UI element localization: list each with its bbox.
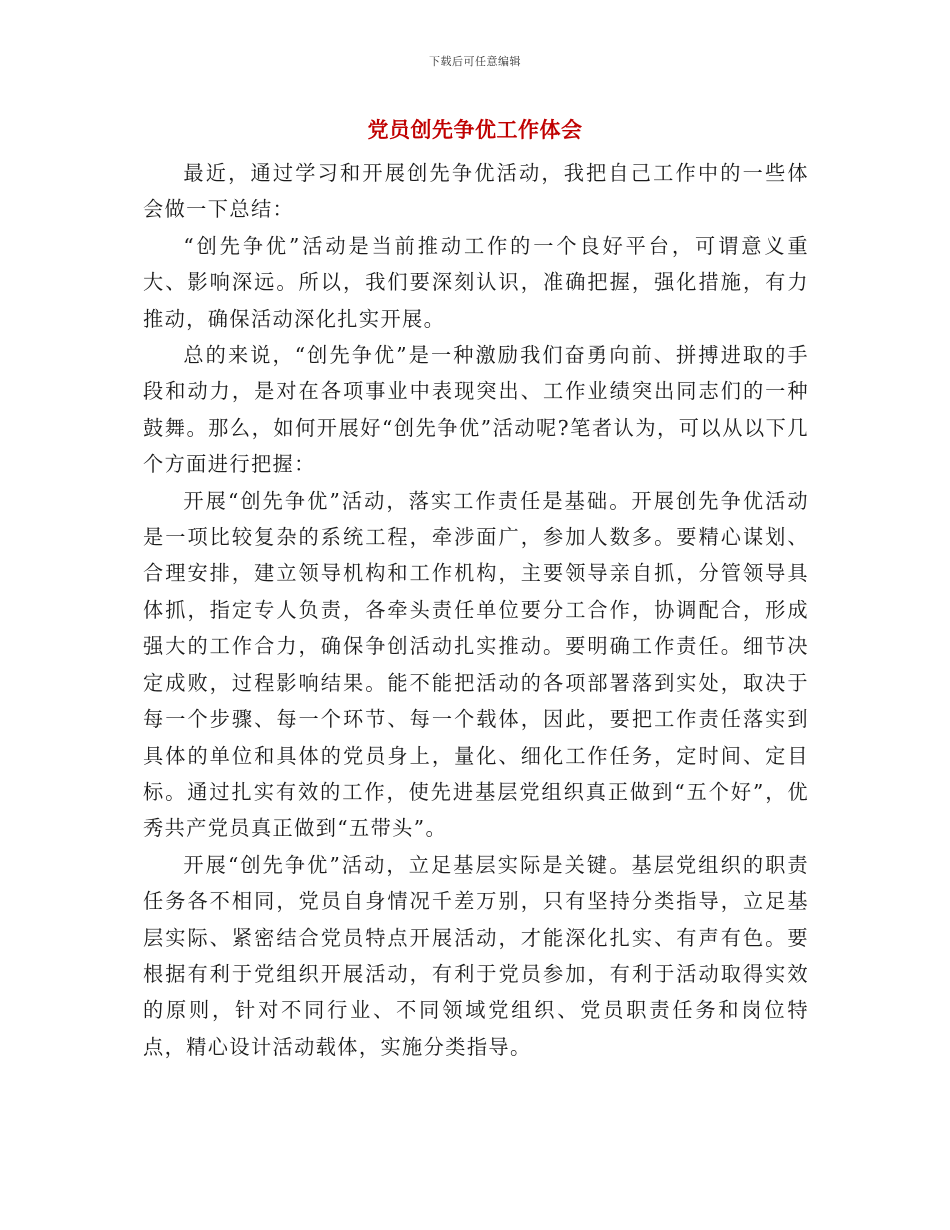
paragraph-grassroots: 开展“创先争优”活动，立足基层实际是关键。基层党组织的职责任务各不相同，党员自身情况千差万别，只有坚持分类指导，立足基层实际、紧密结合党员特点开展活动，才能深化扎实、有声有色。要根据有利于党组织开展活动，有利于党员参加，有利于活动取得实效的原则，针对不同行业、不同领域党组织、党员职责任务和岗位特点，精心设计活动载体，实施分类指导。 (143, 852, 809, 1059)
paragraph-intro: 最近，通过学习和开展创先争优活动，我把自己工作中的一些体会做一下总结： (143, 161, 809, 222)
paragraph-responsibility: 开展“创先争优”活动，落实工作责任是基础。开展创先争优活动是一项比较复杂的系统工程，牵涉面广，参加人数多。要精心谋划、合理安排，建立领导机构和工作机构，主要领导亲自抓，分管领导具体抓，指定专人负责，各牵头责任单位要分工合作，协调配合，形成强大的工作合力，确保争创活动扎实推动。要明确工作责任。细节决定成败，过程影响结果。能不能把活动的各项部署落到实处，取决于每一个步骤、每一个环节、每一个载体，因此，要把工作责任落实到具体的单位和具体的党员身上，量化、细化工作任务，定时间、定目标。通过扎实有效的工作，使先进基层党组织真正做到“五个好”，优秀共产党员真正做到“五带头”。 (143, 488, 809, 841)
document-body (143, 155, 809, 1065)
header-note: 下载后可任意编辑 (429, 55, 521, 68)
paragraph-motivation: 总的来说，“创先争优”是一种激励我们奋勇向前、拼搏进取的手段和动力，是对在各项事业中表现突出、工作业绩突出同志们的一种鼓舞。那么，如何开展好“创先争优”活动呢?笔者认为，可以从以下几个方面进行把握： (143, 343, 809, 477)
document-title: 党员创先争优工作体会 (367, 117, 583, 142)
paragraph-platform: “创先争优”活动是当前推动工作的一个良好平台，可谓意义重大、影响深远。所以，我们要深刻认识，准确把握，强化措施，有力推动，确保活动深化扎实开展。 (143, 233, 809, 331)
